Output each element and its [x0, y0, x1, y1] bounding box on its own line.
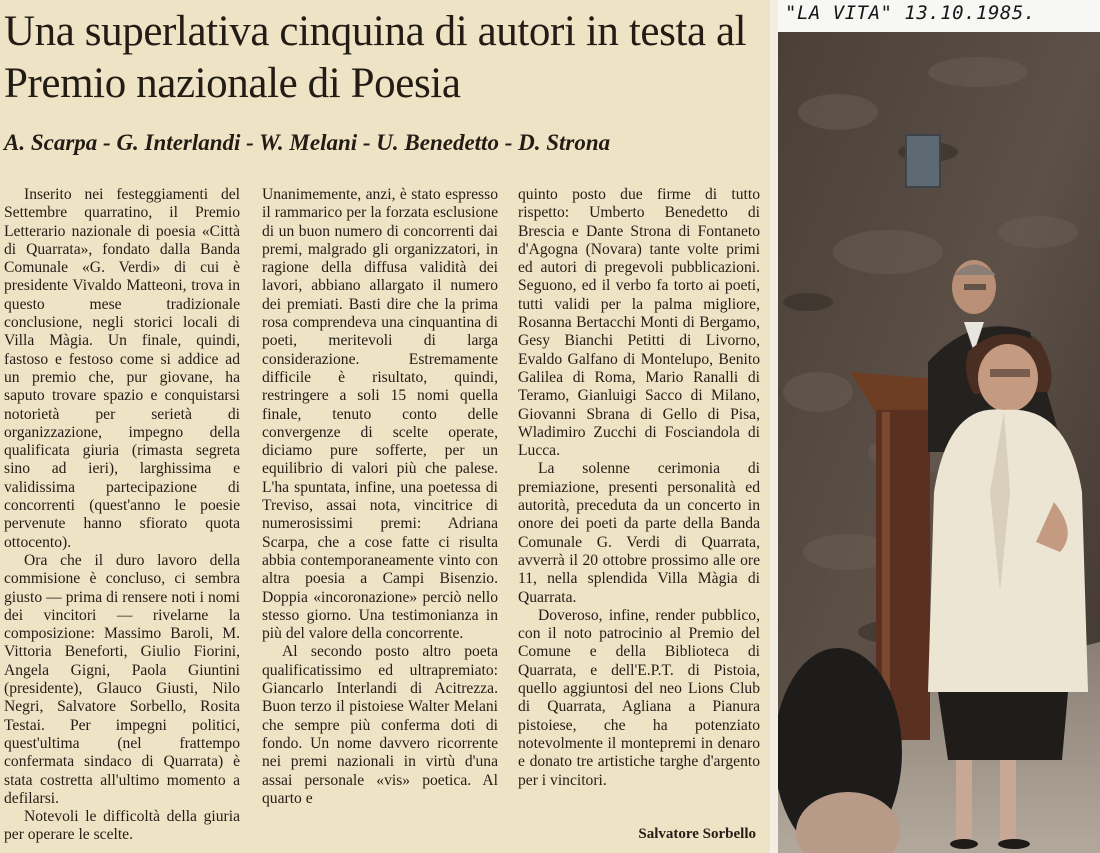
article-paragraph: Doveroso, infine, render pubblico, con il noto patrocinio al Premio del Comune e della Biblioteca di Quarrata, e dell'E.P.T. di Pistoia, quello aggiuntosi del neo Lions Club di Quarrata, Agliana a Pianura pistoiese, che ha potenziato notevolmente il montepremi in denaro e donato tre artistiche targhe d'argento per i vincitori. — [518, 606, 760, 789]
article-paragraph: quinto posto due firme di tutto rispetto: Umberto Benedetto di Brescia e Dante Strona di Fontaneto d'Agogna (Novara) tante volte primi ed autori di pregevoli pubblicazioni. Seguono, ed il verbo fa torto ai poeti, tutti validi per la palma migliore, Rosanna Bertacchi Monti di Bergamo, Gesy Bianchi Petitti di Livorno, Evaldo Galfano di Montelupo, Benito Galilea di Roma, Mario Ranalli di Teramo, Gianluigi Sacco di Milano, Giovanni Sbrana di Gello di Pisa, Wladimiro Zucchi di Fosciandola di Lucca. — [518, 186, 760, 460]
article-paragraph: Al secondo posto altro poeta qualificatissimo ed ultrapremiato: Giancarlo Interlandi di Acitrezza. Buon terzo il pistoiese Walter Melani che sempre più conferma doti di fondo. Un nome davvero ricorrente nei premi nazionali in virtù d'una assai personale «vis» poetica. Al quarto e — [262, 643, 498, 807]
article-column-1 — [4, 186, 240, 845]
audience-head — [778, 648, 902, 853]
article-paragraph: Notevoli le difficoltà della giuria per operare le scelte. — [4, 808, 240, 844]
ceremony-photo-image — [778, 32, 1100, 853]
page-divider — [770, 0, 778, 853]
article-column-2 — [262, 186, 498, 808]
article-column-3 — [518, 186, 760, 790]
article-paragraph: Inserito nei festeggiamenti del Settembre quarratino, il Premio Letterario nazionale di poesia «Città di Quarrata», fondato dalla Banda Comunale «G. Verdi» di cui è presidente Vivaldo Matteoni, trova in questo mese tradizionale conclusione, negli storici locali di Villa Màgia. Un finale, quindi, fastoso e festoso come si addice ad un premio che, pur giovane, ha saputo trovare spazio e conquistarsi notorietà per serietà di organizzazione, impegno della qualificata giuria (rimasta segreta sino ad ieri), larghissima e validissima partecipazione di concorrenti (quest'anno le poesie pervenute hanno sfiorato quota ottocento). — [4, 186, 240, 551]
handwritten-date-label: "LA VITA" 13.10.1985. — [785, 2, 1036, 24]
article-signature: Salvatore Sorbello — [638, 826, 756, 842]
article-paragraph: Ora che il duro lavoro della commisione è concluso, ci sembra giusto — prima di rensere noti i nomi dei vincitori — rivelarne la composizione: Massimo Baroli, M. Vittoria Beneforti, Giulio Fiorini, Angela Gigni, Paola Giuntini (presidente), Glauco Giusti, Nilo Negri, Salvatore Sorbello, Rosita Testai. Per impegni politici, quest'ultima (nel frattempo confermata sindaco di Quarrata) è stata costretta all'ultimo momento a defilarsi. — [4, 551, 240, 807]
article-authors-line: A. Scarpa - G. Interlandi - W. Melani - U. Benedetto - D. Strona — [4, 130, 611, 155]
article-headline: Una superlativa cinquina di autori in testa al Premio nazionale di Poesia — [4, 8, 747, 107]
article-paragraph: Unanimemente, anzi, è stato espresso il rammarico per la forzata esclusione di un buon numero di concorrenti dai premi, malgrado gli organizzatori, in ragione della diffusa validità dei lavori, abbiano allargato il numero dei premiati. Basti dire che la prima rosa comprendeva una cinquantina di poeti, meritevoli di larga considerazione. Estremamente difficile è risultato, quindi, restringere a soli 15 nomi quella finale, tenuto conto delle convergenze di scelte operate, diciamo pure sofferte, per un equilibrio di valori più che palese. L'ha spuntata, infine, una poetessa di Treviso, assai nota, vincitrice di numerosissimi premi: Adriana Scarpa, che a cose fatte ci risulta abbia contemporaneamente vinto con altra poesia a Campi Bisenzio. Doppia «incoronazione» perciò nello stesso giorno. Una testimonianza in più del valore della concorrente. — [262, 186, 498, 643]
ceremony-photo — [778, 32, 1100, 853]
wall-plaque — [906, 135, 940, 187]
article-paragraph: La solenne cerimonia di premiazione, presenti personalità ed autorità, preceduta da un concerto in onore dei poeti da parte della Banda Comunale G. Verdi di Quarrata, avverrà il 20 ottobre prossimo alle ore 11, nella splendida Villa Màgia di Quarrata. — [518, 460, 760, 606]
